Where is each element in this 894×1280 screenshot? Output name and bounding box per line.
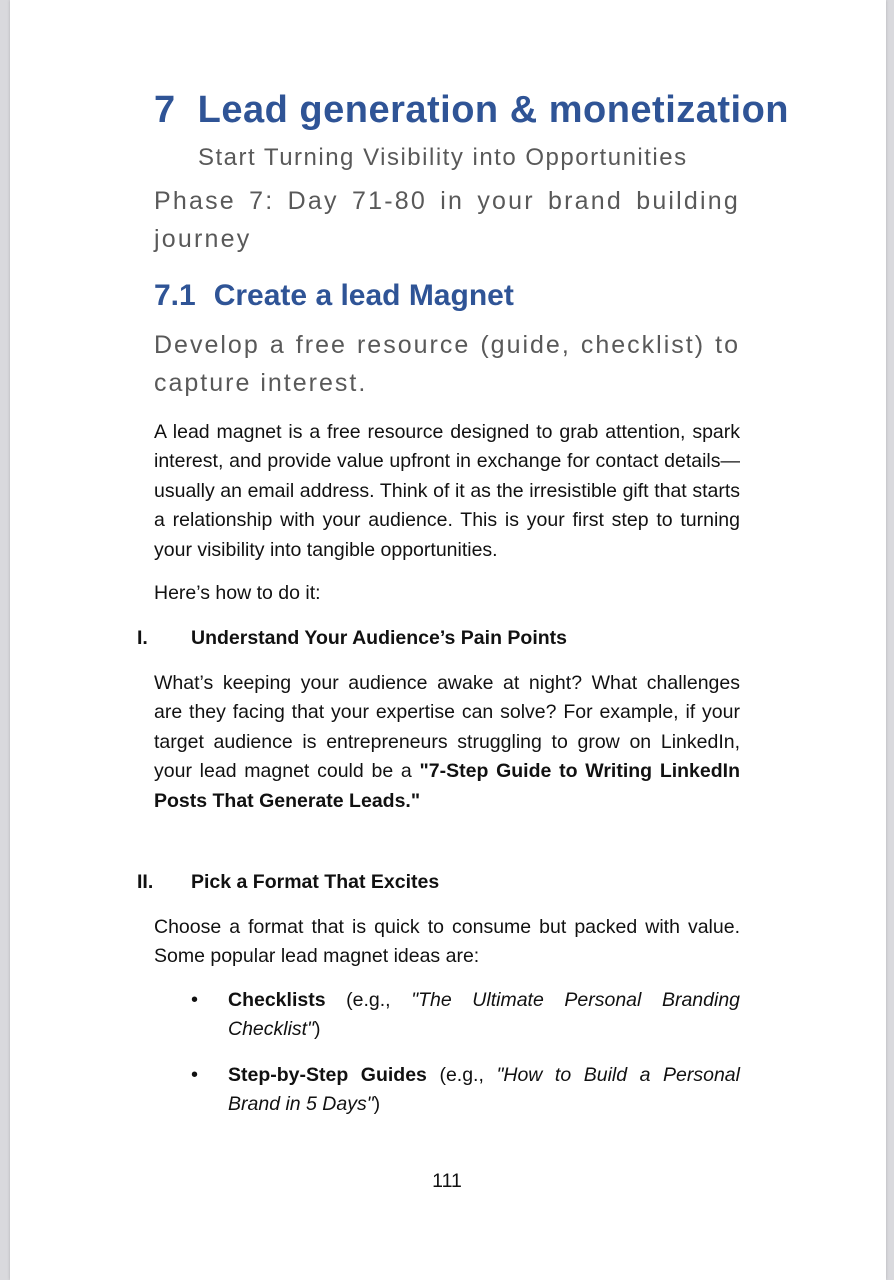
step-2-numeral: II.	[137, 871, 154, 894]
step-1-text: What’s keeping your audience awake at night? What challenges are they facing that your expertise can solve? For example, if your target audience is entrepreneurs struggling to grow on LinkedIn, your lead magnet could be a	[154, 672, 740, 783]
document-page	[10, 0, 886, 1280]
page-number: 111	[432, 1170, 462, 1192]
howto-line: Here’s how to do it:	[154, 582, 321, 605]
step-1-heading	[137, 624, 740, 653]
list-item	[154, 1061, 740, 1120]
step-2-heading	[137, 868, 740, 897]
intro-paragraph: A lead magnet is a free resource designed to grab attention, spark interest, and provide value upfront in exchange for contact details—usually an email address. Think of it as the irresistible gift that starts a relationship with your audience. This is your first step to turning your visibility into tangible opportunities.	[154, 421, 740, 561]
list-item-example: "How to Build a Personal Brand in 5 Days"	[228, 1063, 740, 1116]
chapter-subtitle: Start Turning Visibility into Opportunities	[198, 144, 688, 171]
chapter-title	[154, 84, 790, 136]
list-item-label: Checklists	[228, 988, 326, 1011]
step-2-heading-text: Pick a Format That Excites	[191, 871, 440, 894]
list-item-suffix: )	[373, 1093, 381, 1116]
section-number: 7.1	[154, 279, 196, 312]
list-item-label: Step-by-Step Guides	[228, 1063, 427, 1086]
chapter-title-text: Lead generation & monetization	[197, 89, 790, 131]
step-1-numeral: I.	[137, 627, 148, 650]
section-subtitle: Develop a free resource (guide, checklist) to capture interest.	[154, 331, 740, 397]
section-title	[154, 276, 740, 316]
phase-line: Phase 7: Day 71-80 in your brand building journey	[154, 187, 740, 253]
step-1-example-title: "7-Step Guide to Writing LinkedIn Posts That Generate Leads."	[154, 760, 740, 812]
list-item-suffix: )	[314, 1018, 321, 1041]
list-item-example: "The Ultimate Personal Branding Checklist"	[228, 988, 741, 1041]
page-content	[137, 84, 790, 1136]
bullet-icon: •	[191, 988, 199, 1011]
list-item-prefix: (e.g.,	[426, 1063, 497, 1086]
chapter-number: 7	[154, 89, 176, 131]
step-2-paragraph: Choose a format that is quick to consume but packed with value. Some popular lead magnet ideas are:	[154, 916, 740, 968]
list-item	[154, 986, 740, 1045]
step-1-heading-text: Understand Your Audience’s Pain Points	[191, 627, 567, 650]
step-1-paragraph	[154, 669, 740, 816]
list-item-prefix: (e.g.,	[325, 988, 412, 1011]
bullet-icon: •	[191, 1063, 199, 1086]
format-list	[154, 986, 740, 1120]
section-title-text: Create a lead Magnet	[213, 279, 514, 312]
